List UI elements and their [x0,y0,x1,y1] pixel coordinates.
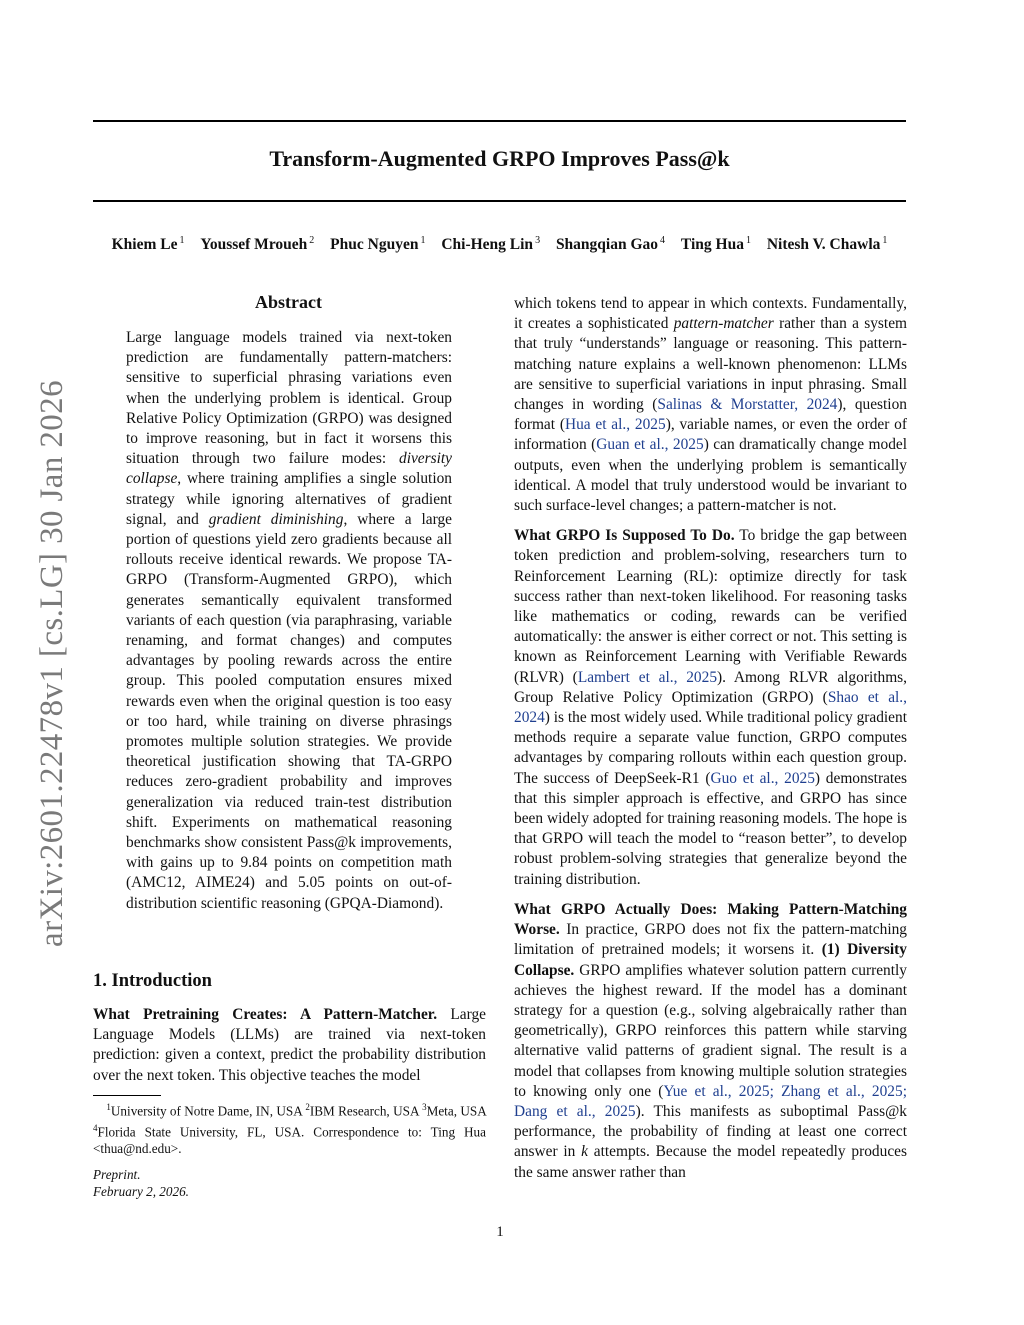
author: Khiem Le $^1$ [111,235,185,254]
page-number: 1 [496,1224,504,1240]
citation-link[interactable]: Dang et al., 2025 [514,1102,636,1120]
term-gradient-diminishing: gradient diminishing [208,510,344,528]
runin-heading: What Pretraining Creates: A Pattern-Matcher. [93,1006,438,1023]
preprint-note [93,1166,189,1200]
author: Youssef Mroueh $^2$ [200,235,315,254]
affiliation-footnote: $^1$University of Notre Dame, IN, USA $^2$IBM Research, USA $^3$Meta, USA $^4$Florida State University, FL, USA. Correspondence to: Ting Hua <thua@nd.edu>. [93,1102,486,1156]
paragraph-grpo-supposed: What GRPO Is Supposed To Do. To bridge the gap between token prediction and problem-solving, researchers turn to Reinforcement Learning (RL): optimize directly for task success rather than next-token likelihood. For reasoning tasks like mathematics or coding, rewards can be verified automatically: the answer is either correct or not. This setting is known as Reinforcement Learning with Verifiable Rewards (RLVR) (Lambert et al., 2025). Among RLVR algorithms, Group Relative Policy Optimization (GRPO) (Shao et al., 2024) is the most widely used. While traditional policy gradient methods require a separate value function, GRPO computes advantages by comparing rollouts within each question group. The success of DeepSeek-R1 (Guo et al., 2025) demonstrates that this simpler approach is effective, and GRPO has since been widely adopted for training reasoning models. The hope is that GRPO will teach the model to “reason better”, to develop robust problem-solving strategies that generalize beyond the training distribution. [514,527,907,888]
citation-link[interactable]: Shao et al., 2024 [514,688,907,727]
citation-link[interactable]: Lambert et al., 2025 [577,668,718,686]
author-list [93,235,906,254]
author: Phuc Nguyen $^1$ [330,235,426,254]
arxiv-identifier [28,372,76,954]
preprint-label: Preprint. [93,1167,141,1182]
author: Ting Hua $^1$ [680,235,751,254]
paragraph-pattern-matcher: which tokens tend to appear in which contexts. Fundamentally, it creates a sophisticated pattern-matcher rather than a system that truly “understands” language or reasoning. This pattern-matching nature explains a well-known phenomenon: LLMs are sensitive to superficial variations in input phrasing. Small changes in wording (Salinas & Morstatter, 2024), question format (Hua et al., 2025), variable names, or even the order of information (Guan et al., 2025) can dramatically change model outputs, even when the underlying problem is semantically identical. A model that truly understood would be invariant to such surface-level changes; a pattern-matcher is not. [514,295,907,515]
right-column [514,294,907,1193]
citation-link[interactable]: Salinas & Morstatter, 2024 [657,396,838,414]
citation-link[interactable]: Hua et al., 2025 [564,416,666,434]
arxiv-identifier-text: arXiv:2601.22478v1 [cs.LG] 30 Jan 2026 [33,379,70,947]
footnote-rule [93,1095,161,1096]
section-heading-introduction: 1. Introduction [93,971,212,991]
abstract-heading: Abstract [255,292,322,312]
runin-heading: What GRPO Actually Does: Making Pattern-Matching Worse. [514,900,907,939]
term-diversity-collapse: diversity collapse [126,450,452,488]
paragraph-grpo-actual: What GRPO Actually Does: Making Pattern-Matching Worse. In practice, GRPO does not fix the pattern-matching limitation of pretrained models; it worsens it. (1) Diversity Collapse. GRPO amplifies whatever solution pattern currently achieves the highest reward. If the model has a dominant strategy for a question (e.g., solving algebraically rather than geometrically), GRPO reinforces this pattern while starving alternative valid patterns of gradient signal. The result is a model that collapses from knowing multiple solution strategies to knowing only one (Yue et al., 2025; Zhang et al., 2025; Dang et al., 2025). This manifests as suboptimal Pass@k performance, the probability of finding at least one correct answer in k attempts. Because the model repeatedly produces the same answer rather than [514,900,907,1181]
runin-heading: What GRPO Is Supposed To Do. [514,527,735,545]
citation-link[interactable]: Yue et al., 2025 [663,1082,770,1100]
author: Shangqian Gao $^4$ [555,235,666,254]
title-rule-top [93,120,906,122]
abstract-body: Large language models trained via next-token prediction are fundamentally pattern-matchers: sensitive to superficial phrasing variations even when the underlying problem is identical. Group Relative Policy Optimization (GRPO) was designed to improve reasoning, but in fact it worsens this situation through two failure modes: diversity collapse, where training amplifies a single solution strategy while ignoring alternatives of gradient signal, and gradient diminishing, where a large portion of questions yield zero gradients because all rollouts receive identical rewards. We propose TA-GRPO (Transform-Augmented GRPO), which generates semantically equivalent transformed variants of each question (via paraphrasing, variable renaming, and format changes) and computes advantages by pooling rewards across the entire group. This pooled computation ensures mixed rewards even when the original question is too easy or too hard, while training on diverse phrasings promotes multiple solution strategies. We provide theoretical justification showing that TA-GRPO reduces zero-gradient probability and improves generalization via reduced train-test distribution shift. Experiments on mathematical reasoning benchmarks show consistent Pass@k improvements, with gains up to 9.84 points on competition math (AMC12, AIME24) and 5.05 points on out-of-distribution scientific reasoning (GPQA-Diamond). [126,329,452,912]
preprint-date: February 2, 2026. [93,1184,189,1199]
author: Chi-Heng Lin $^3$ [441,235,541,254]
citation-link[interactable]: Zhang et al., 2025 [781,1082,903,1100]
citation-link[interactable]: Guan et al., 2025 [596,436,704,454]
introduction-paragraph: What Pretraining Creates: A Pattern-Matcher. Large Language Models (LLMs) are trained via next-token prediction: given a context, predict the probability distribution over the next token. This objective teaches the model [93,1006,486,1084]
paper-title: Transform-Augmented GRPO Improves Pass@k [269,146,730,171]
author: Nitesh V. Chawla $^1$ [766,235,888,254]
citation-link[interactable]: Guo et al., 2025 [710,769,815,787]
title-rule-bottom [93,200,906,202]
